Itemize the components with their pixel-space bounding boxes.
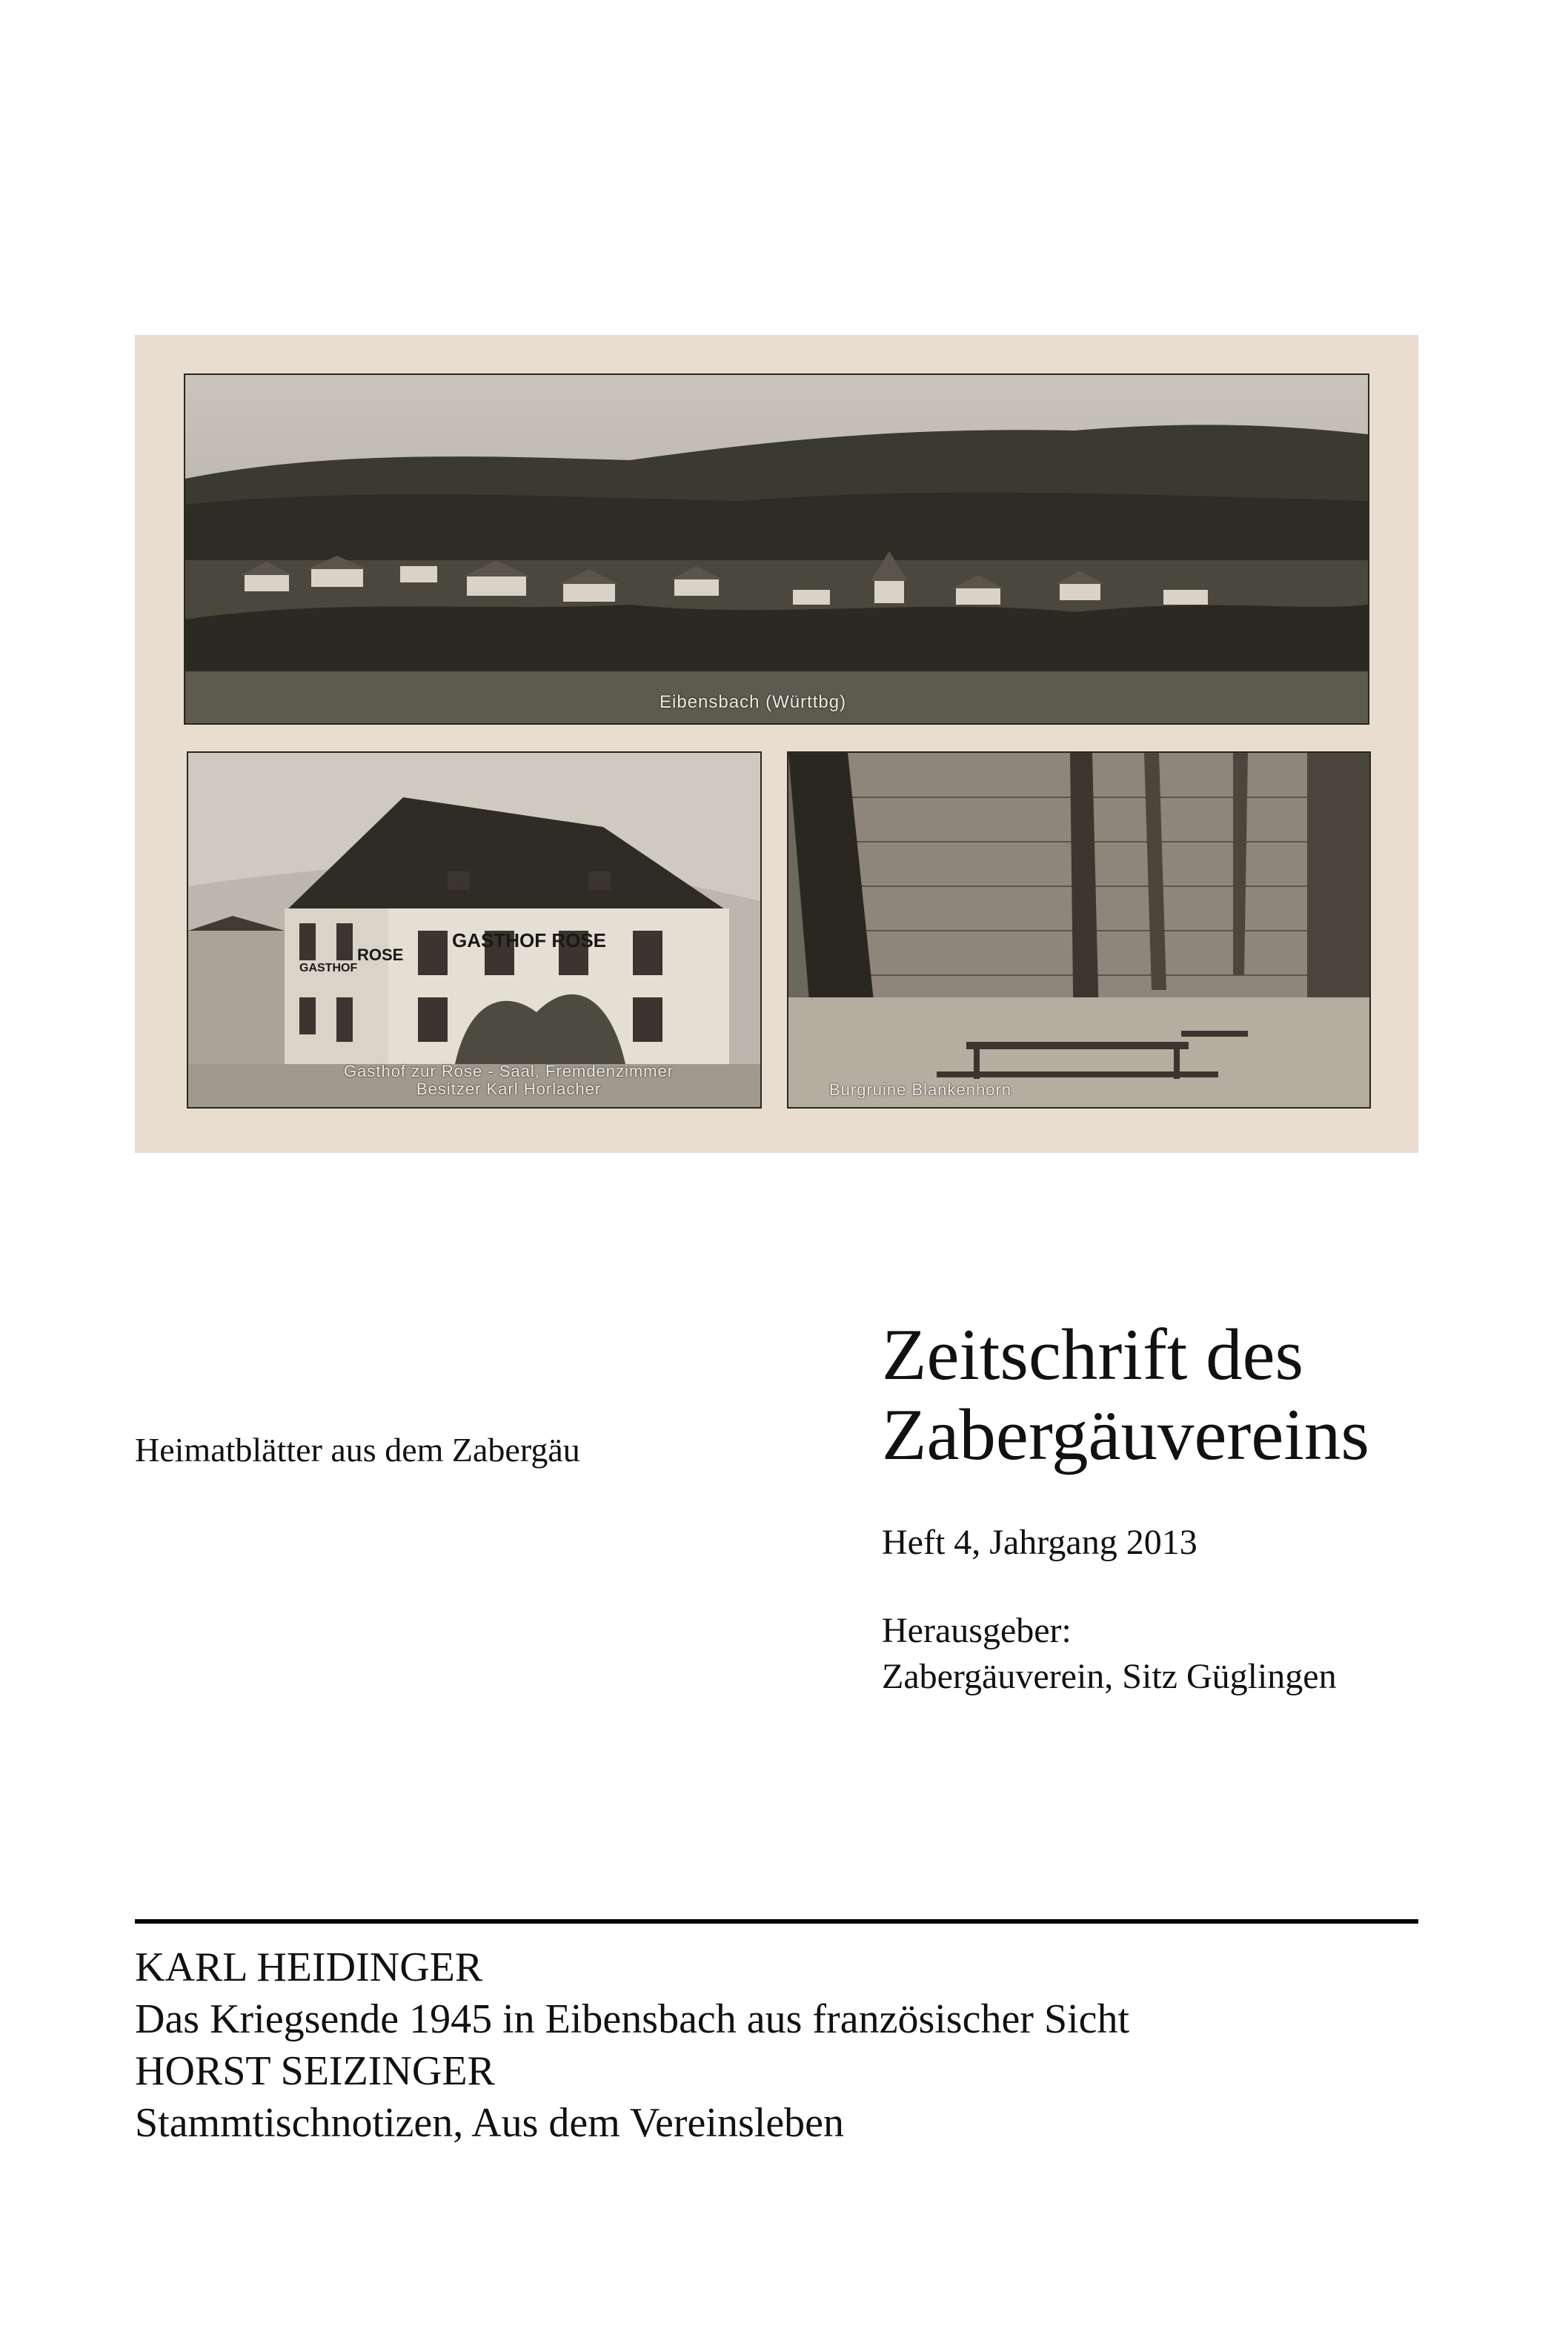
contents-author: KARL HEIDINGER: [135, 1944, 483, 1990]
publisher-block: [882, 1608, 1337, 1700]
gasthof-caption-line1: Gasthof zur Rose - Saal, Fremdenzimmer: [344, 1062, 674, 1080]
issue-info: Heft 4, Jahrgang 2013: [882, 1523, 1197, 1562]
gasthof-side-sign-2: ROSE: [357, 946, 404, 964]
postcard-image: [135, 335, 1418, 1153]
journal-title: [882, 1315, 1369, 1475]
journal-title-line2: Zabergäuvereins: [882, 1395, 1369, 1475]
publisher-name: Zabergäuverein, Sitz Güglingen: [882, 1657, 1337, 1696]
gasthof-caption-line2: Besitzer Karl Horlacher: [416, 1080, 602, 1098]
castle-caption: Burgruine Blankenhorn: [829, 1080, 1012, 1099]
table-of-contents: [135, 1941, 1129, 2149]
gasthof-rose-photo: [187, 751, 762, 1109]
panorama-caption: Eibensbach (Württbg): [660, 692, 847, 712]
contents-author: HORST SEIZINGER: [135, 2048, 495, 2094]
divider-rule: [135, 1919, 1418, 1924]
publisher-label: Herausgeber:: [882, 1611, 1072, 1650]
gasthof-side-sign-1: GASTHOF: [299, 962, 358, 974]
contents-title: Das Kriegsende 1945 in Eibensbach aus französischer Sicht: [135, 1996, 1130, 2042]
contents-title: Stammtischnotizen, Aus dem Vereinsleben: [135, 2100, 845, 2146]
castle-ruin-photo: [787, 751, 1371, 1109]
series-subtitle: Heimatblätter aus dem Zabergäu: [135, 1431, 580, 1469]
gasthof-sign: GASTHOF ROSE: [452, 929, 607, 951]
gasthof-caption: [344, 1063, 674, 1098]
village-panorama-photo: [184, 373, 1369, 725]
journal-title-line1: Zeitschrift des: [882, 1315, 1304, 1395]
